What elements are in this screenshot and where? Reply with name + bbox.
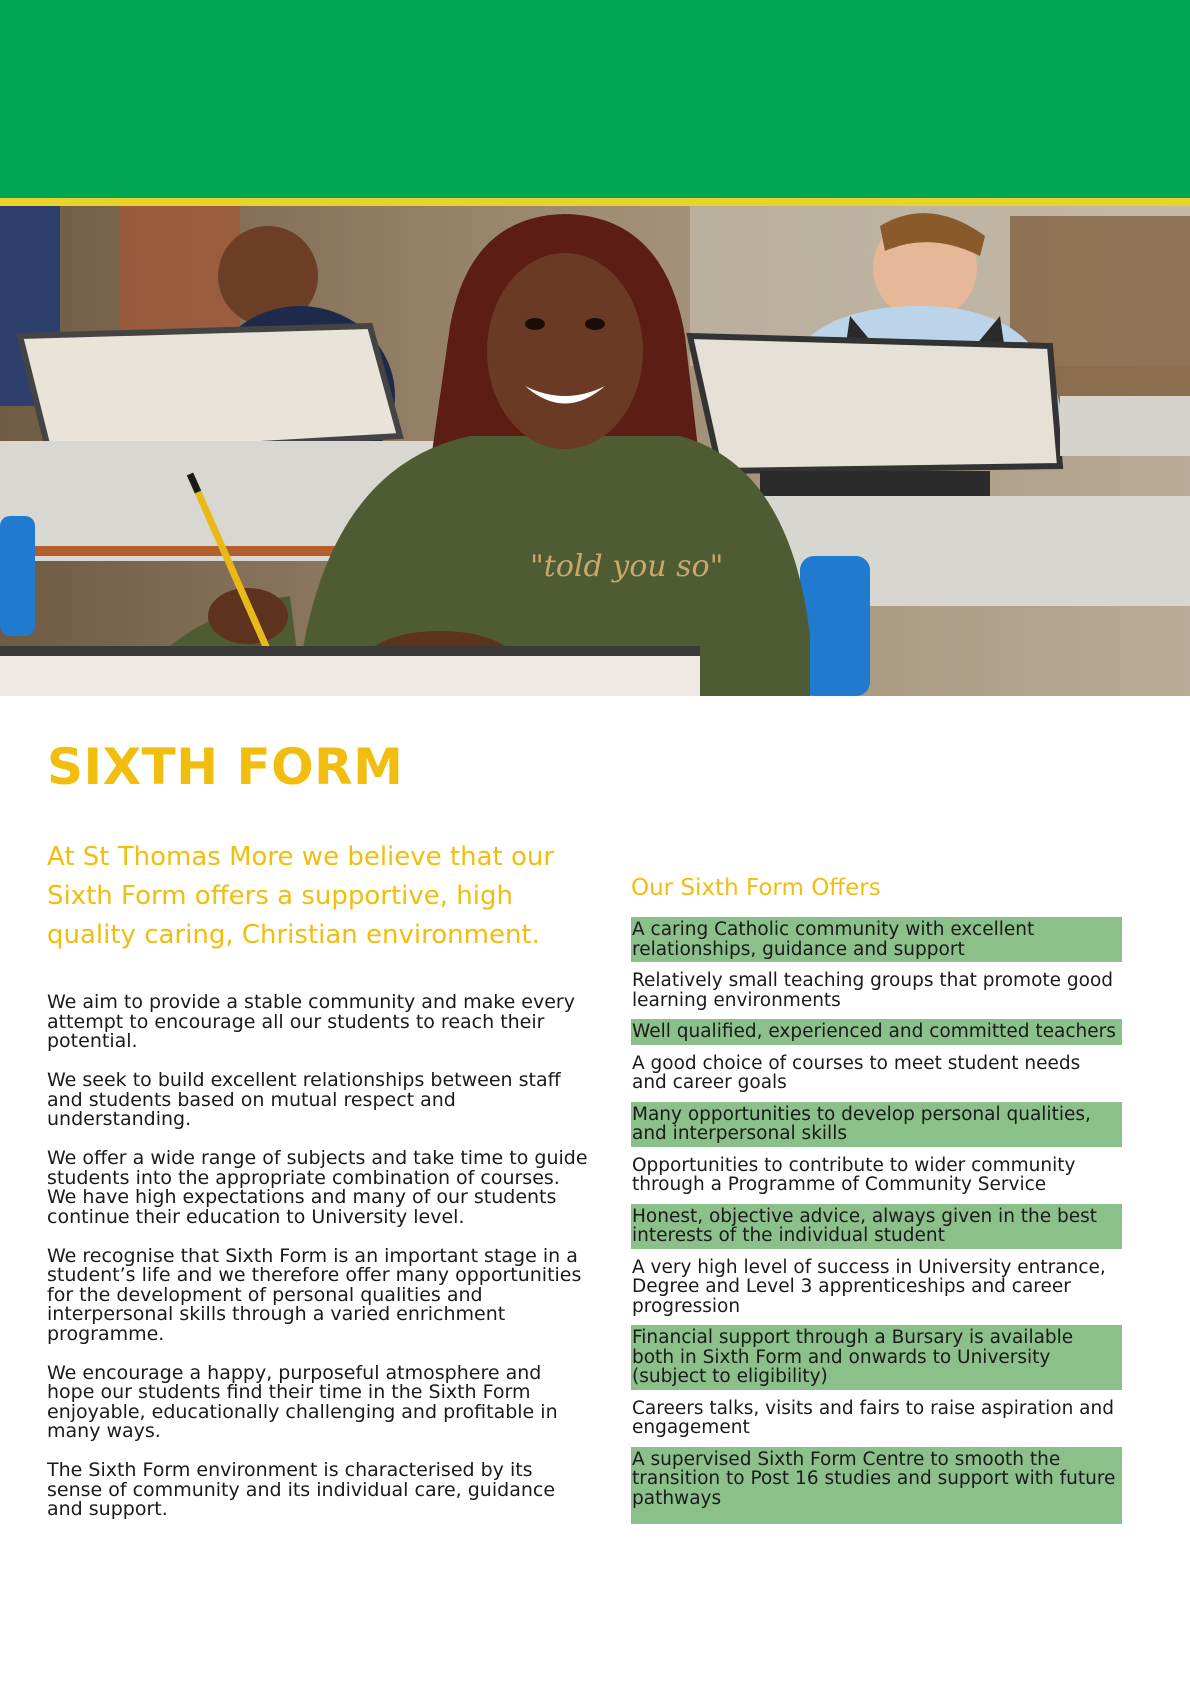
header-band	[0, 0, 1190, 198]
offer-item: Relatively small teaching groups that promote good learning environments	[632, 970, 1114, 1011]
header-accent-stripe	[0, 198, 1190, 206]
drawing-board-right	[690, 336, 1060, 471]
student-face	[487, 253, 643, 449]
offers-heading: Our Sixth Form Offers	[631, 875, 881, 901]
offer-item: Honest, objective advice, always given in the best interests of the individual student	[631, 1204, 1122, 1249]
body-paragraph: We offer a wide range of subjects and take time to guide students into the appropriate combination of courses. We have high expectations and many of our students continue their education to University level.	[47, 1147, 588, 1228]
body-paragraph: We aim to provide a stable community and make every attempt to encourage all our students to reach their potential.	[47, 991, 575, 1052]
body-paragraph: We recognise that Sixth Form is an important stage in a student’s life and we therefore offer many opportunities for the development of personal qualities and interpersonal skills through a varied enrichment programme.	[47, 1244, 582, 1345]
offer-item: A good choice of courses to meet student needs and career goals	[632, 1052, 1081, 1093]
offer-item: Careers talks, visits and fairs to raise aspiration and engagement	[632, 1397, 1114, 1438]
offer-item: A supervised Sixth Form Centre to smooth the transition to Post 16 studies and support with future pathways	[631, 1447, 1122, 1525]
body-paragraph: The Sixth Form environment is characterised by its sense of community and its individual care, guidance and support.	[47, 1459, 556, 1520]
shirt-text: "told you so"	[530, 549, 724, 584]
offers-list	[631, 917, 1122, 1530]
student-hand	[208, 588, 288, 644]
offer-item: Opportunities to contribute to wider community through a Programme of Community Service	[632, 1154, 1076, 1195]
body-paragraph: We seek to build excellent relationships between staff and students based on mutual respect and understanding.	[47, 1069, 561, 1130]
hero-photo	[0, 206, 1190, 696]
page-title: SIXTH FORM	[47, 738, 404, 796]
offer-item: A caring Catholic community with excellent relationships, guidance and support	[631, 917, 1122, 962]
body-text-column	[47, 993, 592, 1539]
offer-item: A very high level of success in University entrance, Degree and Level 3 apprenticeships and career progression	[632, 1256, 1106, 1317]
drawing-board-left	[20, 326, 400, 456]
chair-blue	[800, 556, 870, 696]
offer-item: Well qualified, experienced and committed teachers	[631, 1019, 1122, 1045]
offer-item: Many opportunities to develop personal qualities, and interpersonal skills	[631, 1102, 1122, 1147]
body-paragraph: We encourage a happy, purposeful atmosphere and hope our students find their time in the Sixth Form enjoyable, educationally challenging and profitable in many ways.	[47, 1361, 558, 1442]
offer-item: Financial support through a Bursary is available both in Sixth Form and onwards to University (subject to eligibility)	[631, 1325, 1122, 1390]
intro-text: At St Thomas More we believe that our Sixth Form offers a supportive, high quality caring, Christian environment.	[47, 842, 555, 950]
